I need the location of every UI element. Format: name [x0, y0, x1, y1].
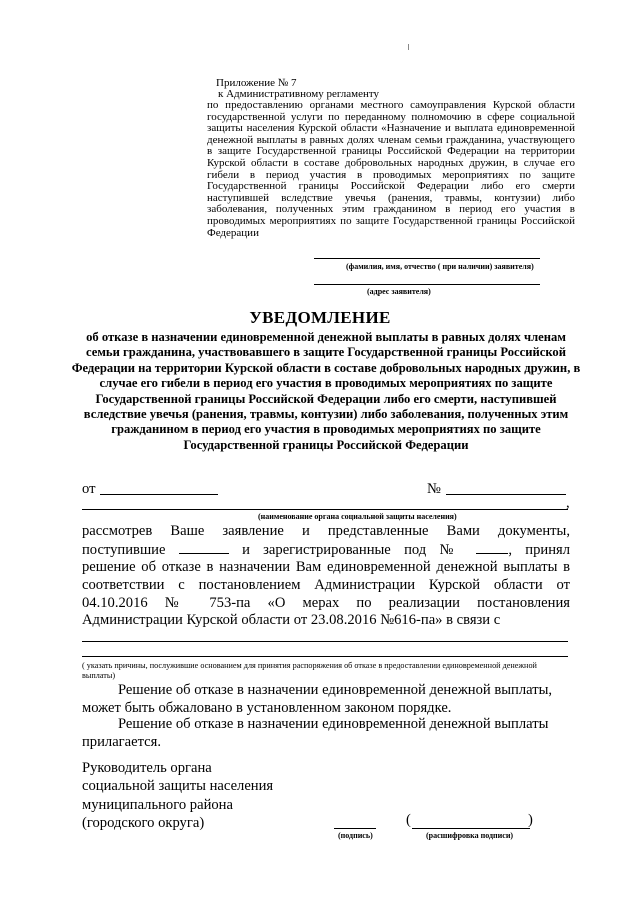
signature-caption: (подпись) [338, 831, 373, 840]
body-line-4: соответствии с постановлением Администрации Курской области от [82, 577, 570, 593]
signature-line [334, 828, 376, 829]
body-line-1: рассмотрев Ваше заявление и представленные Вами документы, [82, 523, 570, 539]
signatory-line-4: (городского округа) [82, 815, 205, 831]
from-line [100, 494, 218, 495]
notice-title: УВЕДОМЛЕНИЕ [249, 308, 391, 327]
applicant-name-line [314, 258, 540, 259]
received-date-blank [179, 541, 229, 554]
body-line-2-registered: и зарегистрированные под № [242, 542, 464, 558]
body-line-6: Администрации Курской области от 23.08.2016 №616-па» в связи с [82, 612, 501, 628]
appeal-text: Решение об отказе в назначении единовременной денежной выплаты, может быть обжаловано в установленном законом порядке. [82, 682, 553, 716]
decode-line [412, 828, 530, 829]
annex-title: Приложение № 7 [216, 77, 297, 89]
reason-caption: ( указать причины, послужившие основанием для принятия распоряжения об отказе в предоставлении единовременной денежной выплаты) [82, 661, 537, 680]
decode-caption: (расшифровка подписи) [426, 831, 514, 840]
annex-regulation-ref: к Административному регламенту [218, 88, 380, 100]
registration-number-blank [476, 541, 508, 554]
annex-body: по предоставлению органами местного самоуправления Курской области государственной услуги по переданному полномочию в сфере социальной защиты населения Курской области «Назначение и выплата единовременной денежной выплаты в равных долях членам семьи гражданина, участвующего в защите Государственной границы Российской Федерации на территории Курской области в составе добровольных народных дружин, в случае его гибели в период участия в проводимых мероприятиях по защите Государственной границы Российской Федерации либо его смерти наступившей вследствие увечья (ранения, травмы, контузии) либо заболевания, полученных этим гражданином в период его участия в проводимых мероприятиях по защите Государственной границы Российской Федерации [207, 99, 575, 239]
notice-subtitle: об отказе в назначении единовременной денежной выплаты в равных долях членам семьи гражданина, участвовавшего в защите Государственной границы Российской Федерации на территории Курской области в составе добровольных народных дружин, в случае его гибели в период его участия в проводимых мероприятиях по защите Государственной границы Российской Федерации либо его смерти, наступившей вследствие увечья (ранения, травмы, контузии) либо заболевания, полученных этим гражданином в период его участия в проводимых мероприятиях по защите Государственной границы Российской Федерации [71, 330, 581, 452]
from-label: от [82, 481, 96, 497]
applicant-address-caption: (адрес заявителя) [367, 287, 431, 296]
body-line-2-received: поступившие [82, 542, 166, 558]
number-line [446, 494, 566, 495]
reason-line-1 [82, 641, 568, 642]
decode-paren-open: ( [406, 812, 411, 828]
organ-line-comma: , [566, 495, 570, 511]
decode-paren-close: ) [528, 812, 533, 828]
number-label: № [427, 481, 441, 497]
body-line-2 [82, 541, 570, 560]
body-line-5: 04.10.2016 № 753-па «О мерах по реализации постановления [82, 595, 570, 611]
organ-line [82, 509, 568, 510]
reason-line-2 [82, 656, 568, 657]
scan-mark [408, 44, 409, 50]
signatory-line-1: Руководитель органа [82, 760, 212, 776]
signatory-line-3: муниципального района [82, 797, 233, 813]
body-line-3: решение об отказе в назначении Вам единовременной денежной выплаты в [82, 559, 570, 575]
body-line-2-decided: , принял [508, 542, 571, 558]
attached-text: Решение об отказе в назначении единовременной денежной выплаты прилагается. [82, 716, 549, 750]
applicant-name-caption: (фамилия, имя, отчество ( при наличии) заявителя) [346, 262, 534, 271]
applicant-address-line [314, 284, 540, 285]
signatory-line-2: социальной защиты населения [82, 778, 274, 794]
organ-caption: (наименование органа социальной защиты населения) [258, 512, 457, 521]
